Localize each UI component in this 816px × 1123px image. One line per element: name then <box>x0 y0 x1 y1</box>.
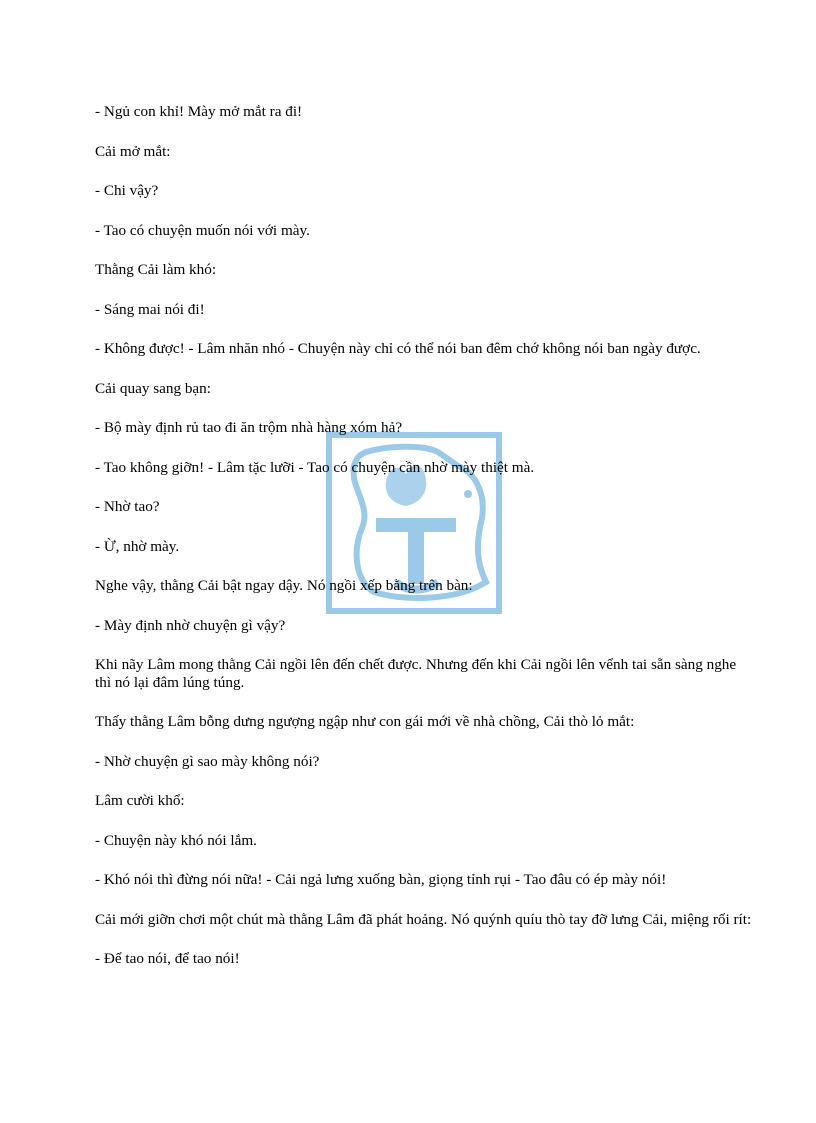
paragraph: Lâm cười khổ: <box>95 792 185 809</box>
paragraph: - Bộ mày định rủ tao đi ăn trộm nhà hàng xóm hả? <box>95 419 403 436</box>
paragraph: Cải quay sang bạn: <box>95 379 211 397</box>
paragraph: - Mày định nhờ chuyện gì vậy? <box>95 616 286 634</box>
paragraph: - Ừ, nhờ mày. <box>95 537 180 555</box>
paragraph: - Ngủ con khỉ! Mày mở mắt ra đi! <box>95 103 303 120</box>
paragraph: - Chuyện này khó nói lắm. <box>95 831 257 849</box>
paragraph: Thằng Cải làm khó: <box>95 261 217 278</box>
paragraph: - Tao không giỡn! - Lâm tặc lưỡi - Tao có chuyện cần nhờ mày thiệt mà. <box>95 458 535 476</box>
paragraph: Thấy thằng Lâm bỗng dưng ngượng ngập như con gái mới về nhà chồng, Cải thò lỏ mắt: <box>95 713 635 730</box>
paragraph: - Khó nói thì đừng nói nữa! - Cải ngả lưng xuống bàn, giọng tỉnh rụi - Tao đâu có ép mày nói! <box>95 871 667 888</box>
paragraph: Cải mới giỡn chơi một chút mà thằng Lâm đã phát hoảng. Nó quýnh quíu thò tay đỡ lưng Cải, miệng rối rít: <box>95 910 752 928</box>
paragraph: - Không được! - Lâm nhăn nhó - Chuyện này chỉ có thể nói ban đêm chớ không nói ban ngày được. <box>95 340 701 357</box>
paragraph: - Nhờ chuyện gì sao mày không nói? <box>95 752 320 770</box>
paragraph: - Tao có chuyện muốn nói với mày. <box>95 221 310 239</box>
paragraph: Nghe vậy, thằng Cải bật ngay dậy. Nó ngồi xếp bằng trên bàn: <box>95 577 473 594</box>
story-text <box>95 103 755 990</box>
paragraph: - Để tao nói, để tao nói! <box>95 950 240 967</box>
paragraph: - Sáng mai nói đi! <box>95 300 205 318</box>
paragraph: - Chi vậy? <box>95 182 159 199</box>
paragraph: Khi nãy Lâm mong thằng Cải ngồi lên đến chết được. Nhưng đến khi Cải ngồi lên vểnh tai sẵn sàng nghe thì nó lại đâm lúng túng. <box>95 656 740 691</box>
paragraph: Cải mở mắt: <box>95 142 171 160</box>
paragraph: - Nhờ tao? <box>95 498 160 515</box>
